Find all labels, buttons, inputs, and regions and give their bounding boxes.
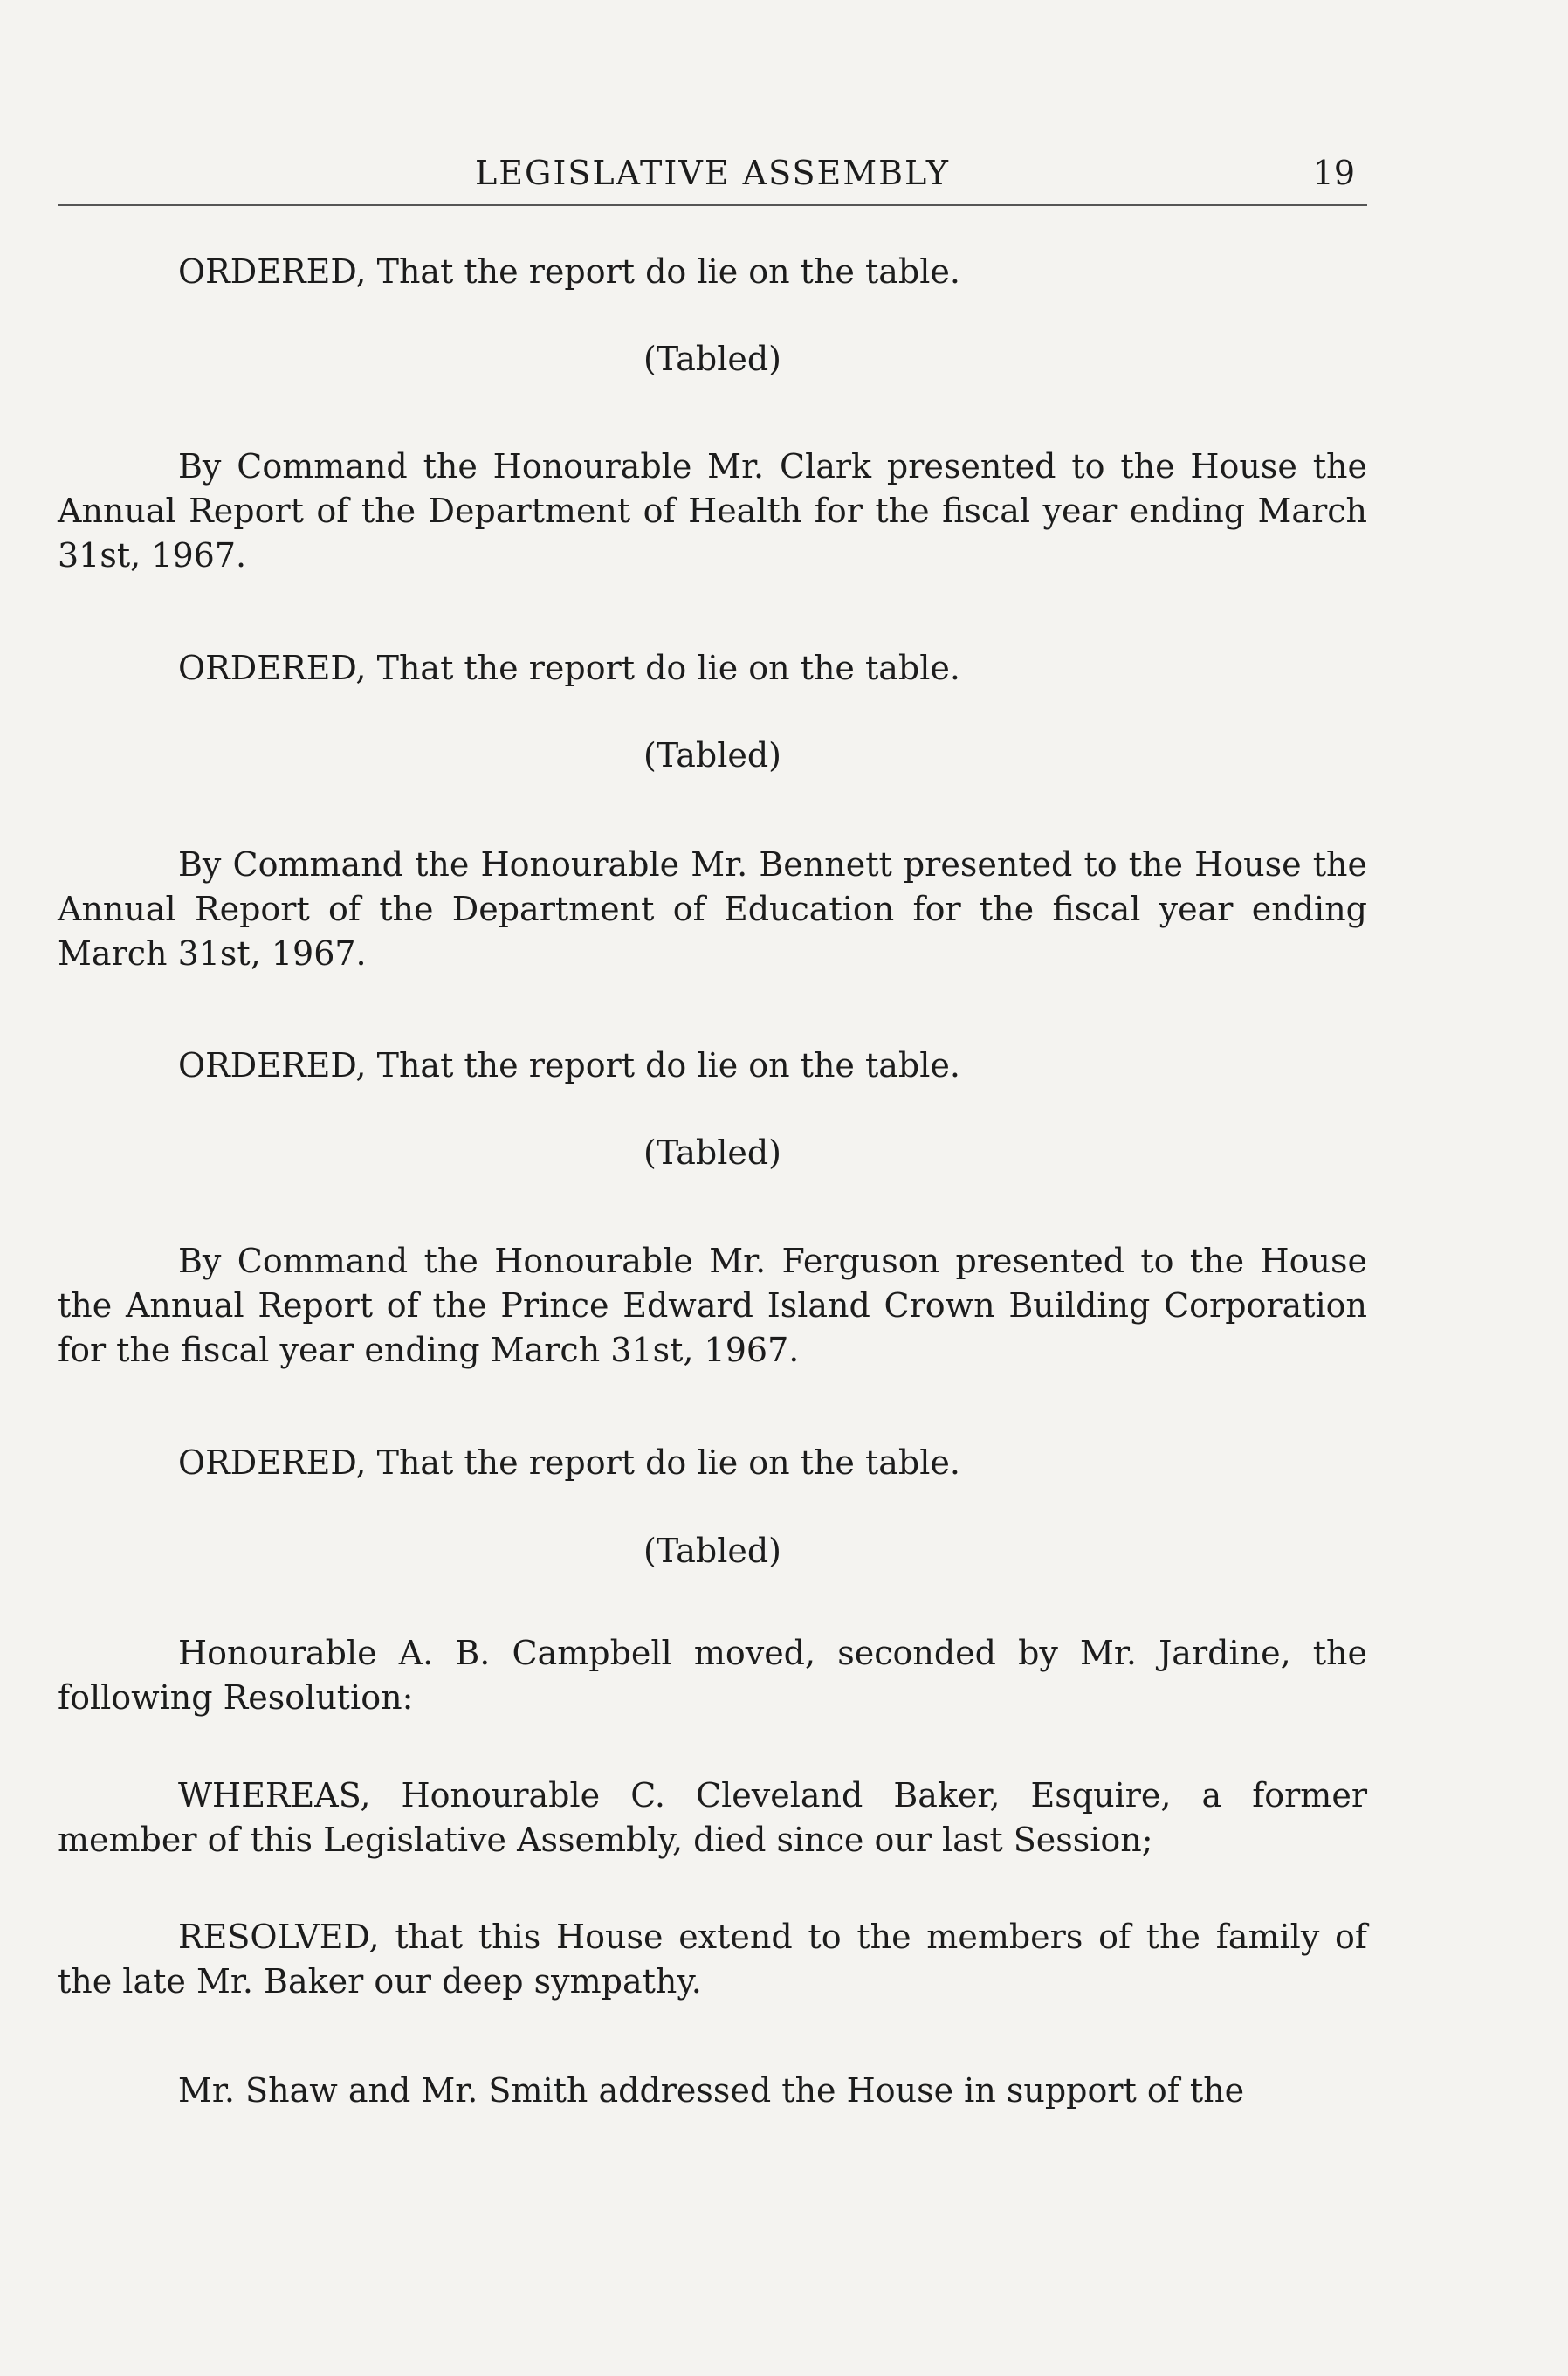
tabled-note: (Tabled) <box>643 1133 781 1172</box>
command-paragraph-bennett: By Command the Honourable Mr. Bennett presented to the House the Annual Report of the Department of Education for the fiscal year ending March 31st, 1967. <box>58 845 1367 973</box>
command-paragraph-clark: By Command the Honourable Mr. Clark presented to the House the Annual Report of the Department of Health for the fiscal year ending March 31st, 1967. <box>58 447 1367 575</box>
ordered-paragraph: ORDERED, That the report do lie on the table. <box>178 1046 960 1085</box>
tabled-note: (Tabled) <box>643 340 781 378</box>
resolved-paragraph: RESOLVED, that this House extend to the members of the family of the late Mr. Baker our deep sympathy. <box>58 1918 1367 2001</box>
whereas-paragraph: WHEREAS, Honourable C. Cleveland Baker, Esquire, a former member of this Legislative Assembly, died since our last Session; <box>58 1776 1367 1859</box>
motion-paragraph: Honourable A. B. Campbell moved, seconded by Mr. Jardine, the following Resolution: <box>58 1634 1367 1717</box>
address-paragraph: Mr. Shaw and Mr. Smith addressed the House in support of the <box>178 2071 1245 2110</box>
tabled-note: (Tabled) <box>643 736 781 775</box>
ordered-paragraph: ORDERED, That the report do lie on the table. <box>178 649 960 687</box>
page-header <box>58 147 1367 199</box>
command-paragraph-ferguson: By Command the Honourable Mr. Ferguson presented to the House the Annual Report of the Prince Edward Island Crown Building Corporation for the fiscal year ending March 31st, 1967. <box>58 1242 1367 1369</box>
document-page <box>58 0 1367 2376</box>
ordered-paragraph: ORDERED, That the report do lie on the table. <box>178 252 960 291</box>
header-rule <box>58 204 1367 206</box>
tabled-note: (Tabled) <box>643 1532 781 1570</box>
header-title: LEGISLATIVE ASSEMBLY <box>475 154 950 192</box>
ordered-paragraph: ORDERED, That the report do lie on the table. <box>178 1443 960 1482</box>
page-number: 19 <box>1312 154 1355 192</box>
